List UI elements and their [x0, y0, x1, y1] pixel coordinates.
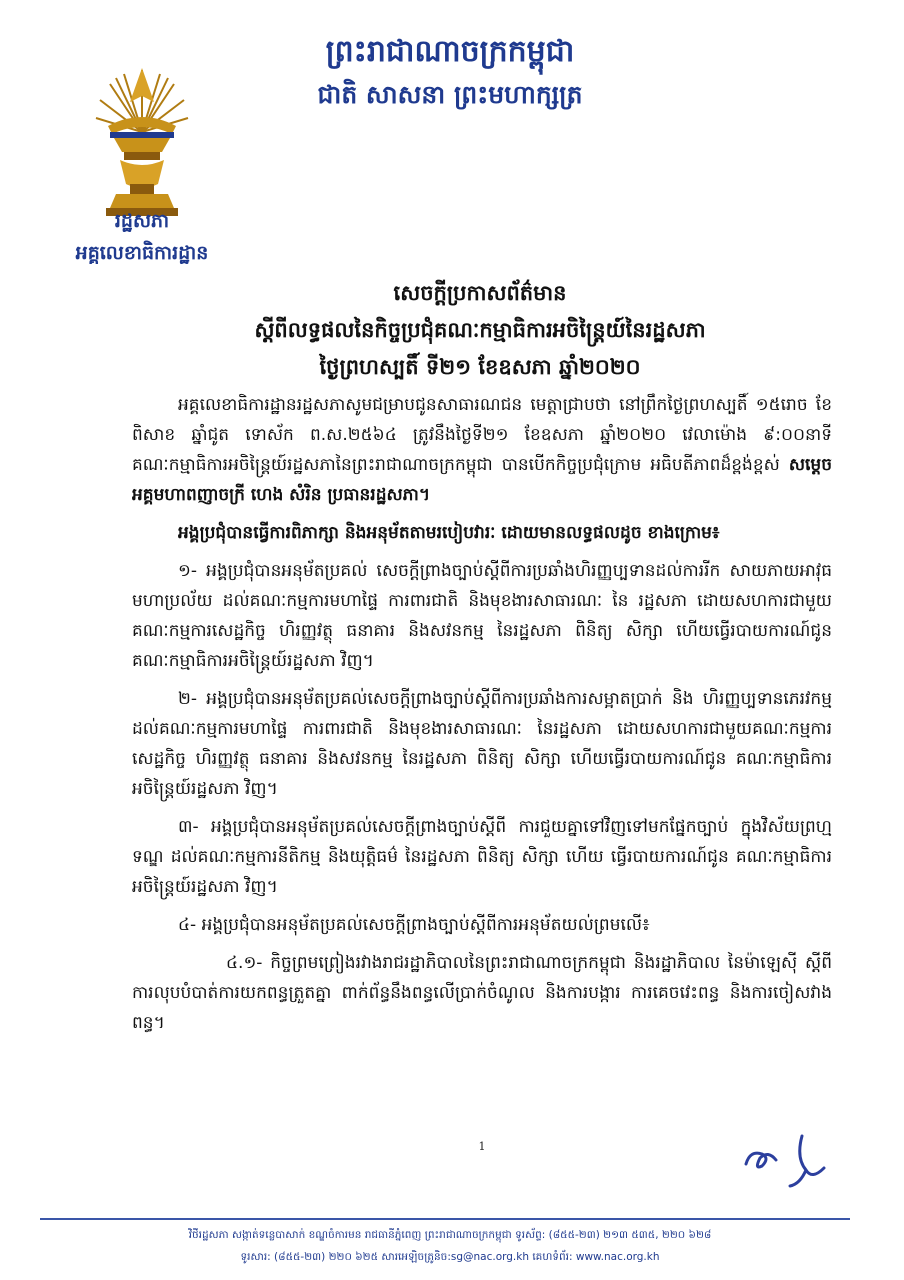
document-body: [132, 390, 832, 1046]
president-name: សម្ដេចអគ្គមហាពញាចក្រី ហេង សំរិន ប្រធានរដ្ឋសភា។: [132, 455, 832, 505]
footer-contact: ទូរសារ: (៨៥៥-២៣) ២២០ ៦២៥ សារអេឡិចត្រូនិច:sg@nac.org.kh គេហទំព័រ: www.nac.org.kh: [240, 1251, 660, 1263]
agenda-item-4: ៤- អង្គប្រជុំបានអនុម័តប្រគល់សេចក្ដីព្រាងច្បាប់ស្ដីពីការអនុម័តយល់ព្រមលើ៖: [178, 915, 650, 935]
title-line-1: សេចក្ដីប្រកាសព័ត៌មាន: [393, 281, 567, 305]
title-line-2: ស្ដីពីលទ្ធផលនៃកិច្ចប្រជុំគណៈកម្មាធិការអចិន្ត្រៃយ៍នៃរដ្ឋសភា: [254, 318, 706, 342]
intro-text: អគ្គលេខាធិការដ្ឋានរដ្ឋសភាសូមជម្រាបជូនសាធារណជន មេត្តាជ្រាបថា នៅព្រឹកថ្ងៃព្រហស្បតិ៍ ១៥រោច ខែពិសាខ ឆ្នាំជូត ទោស័ក ព.ស.២៥៦៤ ត្រូវនឹងថ្ងៃទី២១ ខែឧសភា ឆ្នាំ២០២០ វេលាម៉ោង ៩:០០នាទី គណៈកម្មាធិការអចិន្ត្រៃយ៍រដ្ឋសភានៃព្រះរាជាណាចក្រកម្ពុជា បានបើកកិច្ចប្រជុំក្រោម អធិបតីភាពដ៏ខ្ពង់ខ្ពស់: [132, 395, 832, 475]
kingdom-heading: ព្រះរាជាណាចក្រកម្ពុជា: [325, 34, 575, 69]
org-name-assembly: រដ្ឋសភា: [114, 210, 170, 232]
handwritten-initials-icon: [740, 1128, 840, 1190]
footer-divider: [40, 1218, 850, 1220]
summary-paragraph: អង្គប្រជុំបានធ្វើការពិភាក្សា និងអនុម័តតាមរបៀបវារៈ ដោយមានលទ្ធផលដូច ខាងក្រោម៖: [178, 523, 720, 543]
agenda-item-3: ៣- អង្គប្រជុំបានអនុម័តប្រគល់សេចក្ដីព្រាងច្បាប់ស្ដីពី ការជួយគ្នាទៅវិញទៅមកផ្នែកច្បាប់ ក្នុងវិស័យព្រហ្មទណ្ឌ ដល់គណៈកម្មការនីតិកម្ម និងយុត្តិធម៌ នៃរដ្ឋសភា ពិនិត្យ សិក្សា ហើយ ធ្វើរបាយការណ៍ជូន គណៈកម្មាធិការអចិន្ត្រៃយ៍រដ្ឋសភា វិញ។: [132, 817, 832, 897]
org-name-secretariat: អគ្គលេខាធិការដ្ឋាន: [75, 242, 209, 264]
footer: [60, 1224, 840, 1268]
national-assembly-emblem-icon: [94, 62, 190, 220]
national-motto: ជាតិ សាសនា ព្រះមហាក្សត្រ: [317, 80, 583, 109]
footer-address: វិថីរដ្ឋសភា សង្កាត់ទន្លេបាសាក់ ខណ្ឌចំការមន រាជធានីភ្នំពេញ ព្រះរាជាណាចក្រកម្ពុជា ទូរស័ព្ទ: (៨៥៥-២៣) ២១៣ ៥៣៥, ២២០ ៦២៨: [188, 1229, 712, 1241]
title-line-3: ថ្ងៃព្រហស្បតិ៍ ទី២១ ខែឧសភា ឆ្នាំ២០២០: [319, 355, 641, 379]
agenda-item-1: ១- អង្គប្រជុំបានអនុម័តប្រគល់ សេចក្ដីព្រាងច្បាប់ស្ដីពីការប្រឆាំងហិរញ្ញប្បទានដល់ការរីក សាយភាយអាវុធមហាប្រល័យ ដល់គណៈកម្មការមហាផ្ទៃ ការពារជាតិ និងមុខងារសាធារណៈ នៃ រដ្ឋសភា ដោយសហការជាមួយគណៈកម្មការសេដ្ឋកិច្ច ហិរញ្ញវត្ថុ ធនាគារ និងសវនកម្ម នៃរដ្ឋសភា ពិនិត្យ សិក្សា ហើយធ្វើរបាយការណ៍ជូន គណៈកម្មាធិការអចិន្ត្រៃយ៍រដ្ឋសភា វិញ។: [132, 561, 832, 671]
intro-paragraph: [132, 390, 832, 510]
document-title: [180, 275, 780, 386]
page-number: 1: [478, 1140, 486, 1153]
agenda-item-2: ២- អង្គប្រជុំបានអនុម័តប្រគល់សេចក្ដីព្រាងច្បាប់ស្ដីពីការប្រឆាំងការសម្អាតប្រាក់ និង ហិរញ្ញប្បទានភេរវកម្ម ដល់គណៈកម្មការមហាផ្ទៃ ការពារជាតិ និងមុខងារសាធារណៈ នៃរដ្ឋសភា ដោយសហការជាមួយគណៈកម្មការសេដ្ឋកិច្ច ហិរញ្ញវត្ថុ ធនាគារ និងសវនកម្ម នៃរដ្ឋសភា ពិនិត្យ សិក្សា ហើយធ្វើរបាយការណ៍ជូន គណៈកម្មាធិការអចិន្ត្រៃយ៍រដ្ឋសភា វិញ។: [132, 689, 832, 799]
agenda-item-4-1: ៤.១- កិច្ចព្រមព្រៀងរវាងរាជរដ្ឋាភិបាលនៃព្រះរាជាណាចក្រកម្ពុជា និងរដ្ឋាភិបាល នៃម៉ាឡេស៊ី ស្ដីពីការលុបបំបាត់ការយកពន្ធត្រួតគ្នា ពាក់ព័ន្ធនឹងពន្ធលើប្រាក់ចំណូល និងការបង្ការ ការគេចវេះពន្ធ និងការចៀសវាងពន្ធ។: [132, 953, 832, 1033]
